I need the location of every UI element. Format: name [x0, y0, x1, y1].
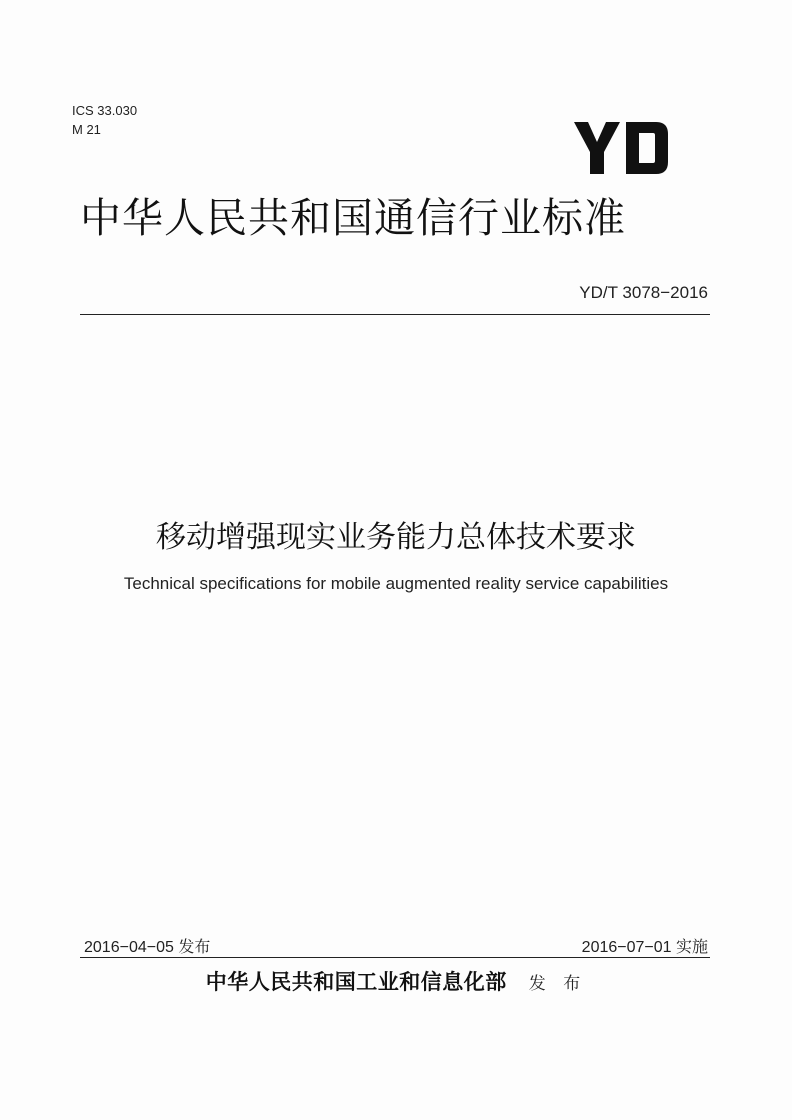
publish-label: 发 布 — [528, 974, 587, 994]
logo-letter-d-icon — [626, 122, 668, 174]
standard-category-title: 中华人民共和国通信行业标准 — [80, 194, 626, 242]
standard-number: YD/T 3078−2016 — [579, 283, 708, 302]
ics-code: ICS 33.030 — [72, 103, 138, 118]
publisher-row — [0, 966, 792, 996]
document-title-chinese: 移动增强现实业务能力总体技术要求 — [156, 520, 636, 555]
yd-logo — [574, 121, 668, 175]
footer-divider — [80, 957, 710, 958]
header-divider — [80, 314, 710, 315]
logo-letter-y-icon — [574, 122, 620, 174]
publisher-name: 中华人民共和国工业和信息化部 — [205, 969, 507, 994]
classification-codes — [72, 101, 137, 139]
ccs-code: M 21 — [72, 122, 101, 137]
issue-date: 2016−04−05 发布 — [84, 939, 211, 956]
implementation-date: 2016−07−01 实施 — [581, 939, 708, 956]
document-title-english: Technical specifications for mobile augmented reality service capabilities — [123, 574, 669, 593]
